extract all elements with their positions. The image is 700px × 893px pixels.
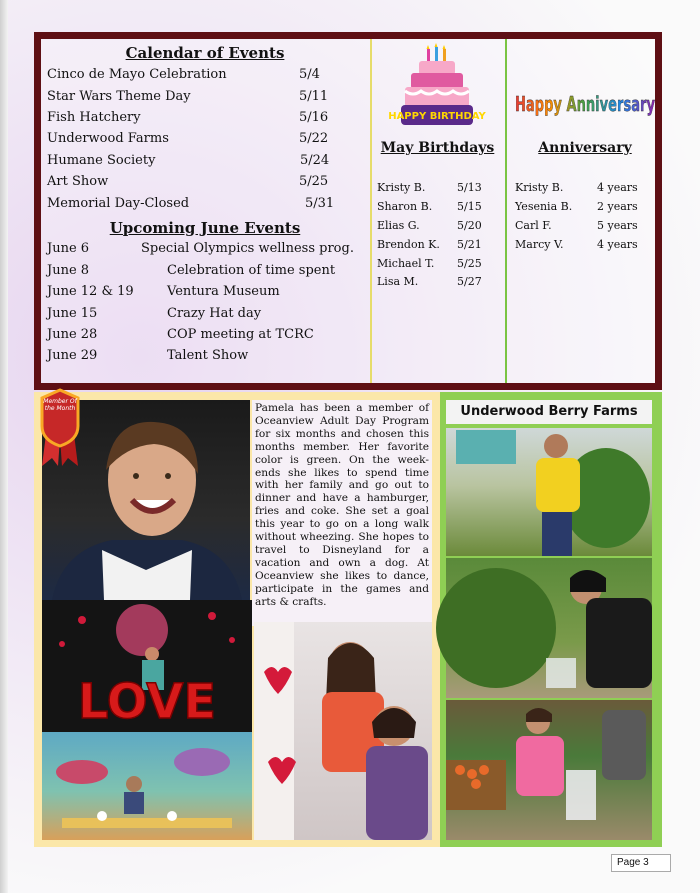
- tea-party-illustration: [42, 732, 252, 840]
- events-panel: [34, 32, 662, 390]
- calendar-date: 5/11: [299, 89, 329, 104]
- anniversary-column: [507, 39, 663, 383]
- birthday-name: Lisa M.: [377, 275, 419, 288]
- member-story: Pamela has been a member of Oceanview Adult Day Program for six months and chosen this months member. Her favorite color is green. On the week-ends she likes to spend time with her family and go out to dinner and have a hamburger, fries and coke. She set a goal this year to go on a long walk without wheezing. She hopes to travel to Disneyland for a vacation and own a dog. At Oceanview she likes to dance, participate in the games and arts & crafts.: [252, 400, 432, 626]
- birthday-name: Kristy B.: [377, 181, 426, 194]
- page-edge-shadow: [0, 0, 8, 893]
- anniversary-name: Kristy B.: [515, 181, 564, 194]
- june-date: June 8: [47, 263, 90, 278]
- june-title: Upcoming June Events: [109, 219, 301, 237]
- members-photo-illustration: [254, 622, 432, 840]
- anniversary-years: 4 years: [597, 238, 638, 251]
- calendar-date: 5/31: [305, 196, 335, 211]
- june-event: COP meeting at TCRC: [167, 327, 314, 342]
- anniversary-name: Carl F.: [515, 219, 552, 232]
- anniversary-banner-text: Happy Anniversary: [515, 92, 655, 116]
- cake-text: HAPPY BIRTHDAY: [388, 111, 486, 122]
- june-date: June 29: [47, 348, 98, 363]
- june-date: June 28: [47, 327, 98, 342]
- birthdays-column: [371, 39, 504, 383]
- calendar-event: Star Wars Theme Day: [47, 89, 191, 104]
- birthdays-title: May Birthdays: [380, 140, 495, 156]
- members-photo: [254, 622, 432, 840]
- berry-farms-title: Underwood Berry Farms: [446, 400, 652, 424]
- birthday-date: 5/21: [457, 238, 482, 251]
- birthday-name: Brendon K.: [377, 238, 440, 251]
- tea-party-photo: [42, 732, 252, 840]
- calendar-event: Humane Society: [47, 153, 156, 168]
- birthday-name: Sharon B.: [377, 200, 433, 213]
- calendar-date: 5/24: [300, 153, 330, 168]
- love-sign-photo: [42, 600, 252, 732]
- anniversary-banner: [511, 59, 659, 117]
- farm-photo-market-illustration: [446, 700, 652, 840]
- farm-photo-picking-illustration: [446, 428, 652, 556]
- june-date: June 12 & 19: [47, 284, 134, 299]
- anniversary-years: 4 years: [597, 181, 638, 194]
- calendar-event: Memorial Day-Closed: [47, 196, 190, 211]
- calendar-date: 5/22: [299, 131, 329, 146]
- farm-photo-berries: [446, 558, 652, 698]
- calendar-date: 5/25: [299, 174, 329, 189]
- member-of-month-panel: [34, 392, 440, 847]
- june-date: June 15: [47, 306, 98, 321]
- badge-text: Member Of the Month: [43, 398, 77, 412]
- june-event: Ventura Museum: [167, 284, 280, 299]
- calendar-event: Fish Hatchery: [47, 110, 141, 125]
- birthday-date: 5/15: [457, 200, 482, 213]
- anniversary-years: 2 years: [597, 200, 638, 213]
- birthday-date: 5/27: [457, 275, 482, 288]
- farm-photo-market: [446, 700, 652, 840]
- page-number: Page 3: [611, 854, 671, 872]
- birthday-date: 5/20: [457, 219, 482, 232]
- love-photo-illustration: [42, 600, 252, 732]
- june-event: Talent Show: [167, 348, 249, 363]
- calendar-event: Art Show: [47, 174, 109, 189]
- birthday-date: 5/25: [457, 257, 482, 270]
- calendar-date: 5/4: [299, 67, 320, 82]
- calendar-event: Cinco de Mayo Celebration: [47, 67, 227, 82]
- birthday-date: 5/13: [457, 181, 482, 194]
- calendar-date: 5/16: [299, 110, 329, 125]
- calendar-column: [41, 39, 369, 383]
- birthday-name: Elias G.: [377, 219, 420, 232]
- anniversary-name: Yesenia B.: [515, 200, 573, 213]
- anniversary-years: 5 years: [597, 219, 638, 232]
- berry-farms-panel: [440, 392, 662, 847]
- june-event: Celebration of time spent: [167, 263, 336, 278]
- june-event: Crazy Hat day: [167, 306, 262, 321]
- calendar-event: Underwood Farms: [47, 131, 169, 146]
- farm-photo-picking: [446, 428, 652, 556]
- birthday-name: Michael T.: [377, 257, 435, 270]
- birthday-cake-icon: [388, 43, 486, 129]
- june-event: Special Olympics wellness prog.: [141, 241, 354, 256]
- june-date: June 6: [47, 241, 90, 256]
- calendar-title: Calendar of Events: [125, 44, 285, 62]
- farm-photo-berries-illustration: [446, 558, 652, 698]
- love-sign-text: LOVE: [77, 674, 217, 730]
- anniversary-name: Marcy V.: [515, 238, 564, 251]
- anniversary-title: Anniversary: [538, 140, 632, 156]
- member-of-month-badge-icon: [38, 388, 82, 468]
